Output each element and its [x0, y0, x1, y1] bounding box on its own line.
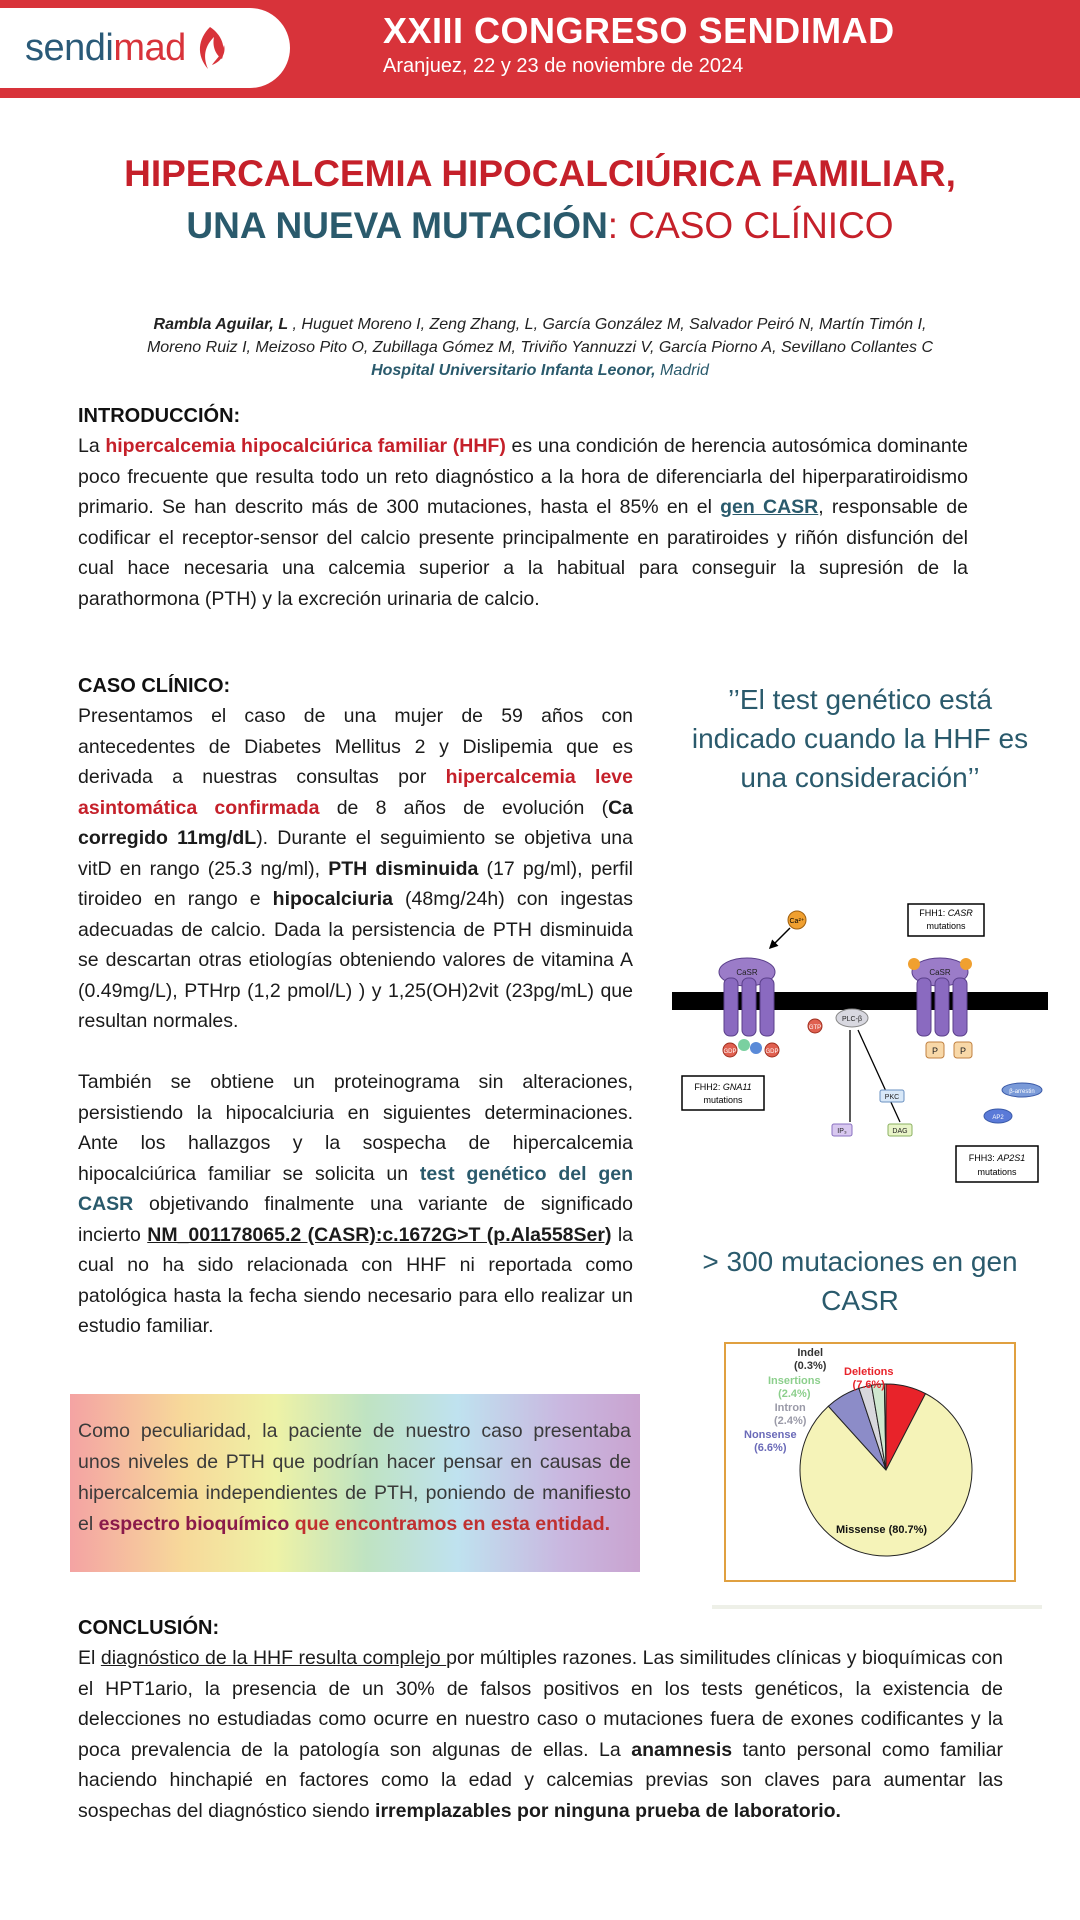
pie-label-missense: Missense (80.7%)	[836, 1524, 928, 1536]
case-text-2: También se obtiene un proteinograma sin alteraciones, persistiendo la hipocalciuria en siguientes determinaciones. Ante los hallazgos y la sospecha de hipercalcemia hipocalciúrica familiar se solicita un test genético del gen CASR objetivando finalmente una variante de significado incierto NM_001178065.2 (CASR):c.1672G>T (p.Ala558Ser) la cual no ha sido relacionada con HHF ni reportada como patológica hasta la fecha siendo necesario para ello realizar un estudio familiar.	[78, 1071, 634, 1337]
congress-title: XXIII CONGRESO SENDIMAD	[383, 10, 895, 51]
svg-text:Ca²⁺: Ca²⁺	[789, 918, 805, 925]
intro-heading: INTRODUCCIÓN:	[78, 405, 241, 427]
pie-label-intron: Intron (2.4%)	[774, 1402, 807, 1427]
svg-text:GDP: GDP	[765, 1049, 779, 1055]
svg-text:P: P	[931, 1046, 939, 1056]
flame-logo-icon	[192, 25, 228, 71]
callout-text: Como peculiaridad, la paciente de nuestro caso presentaba unos niveles de PTH que podrían hacer pensar en causas de hipercalcemia independientes de PTH, poniendo de manifiesto el espectro bioquímico que encontramos en esta entidad.	[78, 1420, 631, 1535]
svg-text:DAG: DAG	[892, 1128, 908, 1135]
casr-label: CaSR	[736, 968, 758, 977]
mutations-title: > 300 mutaciones en gen CASR	[702, 1246, 1018, 1316]
svg-text:FHH3: AP2S1: FHH3: AP2S1	[968, 1153, 1026, 1163]
congress-date: Aranjuez, 22 y 23 de noviembre de 2024	[383, 55, 744, 77]
sendimad-logo	[0, 8, 290, 88]
authors-block: Rambla Aguilar, L , Huguet Moreno I, Zeng Zhang, L, García González M, Salvador Peiró N, Martín Timón I, Moreno Ruiz I, Meizoso Pito O, Zubillaga Gómez M, Triviño Yannuzzi V, García Piorno A, Sevillano Collantes C Hospital Universitario Infanta Leonor, Madrid	[146, 316, 934, 379]
svg-text:P: P	[959, 1046, 967, 1056]
congress-header	[0, 0, 1080, 98]
pie-label-deletions: Deletions (7.6%)	[844, 1366, 894, 1391]
first-author: Rambla Aguilar, L	[153, 316, 289, 333]
svg-text:mutations: mutations	[703, 1095, 743, 1105]
svg-text:CaSR: CaSR	[929, 968, 951, 977]
poster-title: HIPERCALCEMIA HIPOCALCIÚRICA FAMILIAR, UNA NUEVA MUTACIÓN: CASO CLÍNICO	[124, 153, 956, 246]
conclusion-heading: CONCLUSIÓN:	[78, 1617, 220, 1639]
casr-receptor-right	[908, 958, 972, 1036]
svg-text:GTP: GTP	[808, 1025, 822, 1031]
svg-text:PLC-β: PLC-β	[842, 1016, 862, 1023]
svg-text:mutations: mutations	[926, 921, 966, 931]
conclusion-text: El diagnóstico de la HHF resulta complejo por múltiples razones. Las similitudes clínicas y bioquímicas con el HPT1ario, la presencia de un 30% de falsos positivos en los tests genéticos, la existencia de delecciones no estudiadas como ocurre en nuestro caso o mutaciones fuera de exones codificantes y la poca prevalencia de la patología son algunas de ellas. La anamnesis tanto personal como familiar haciendo hinchapié en factores como la edad y calcemias previas son claves para aumentar las sospechas del diagnóstico siendo irremplazables por ninguna prueba de laboratorio.	[78, 1647, 1003, 1822]
mutation-pie-chart	[724, 1342, 1016, 1582]
pie-label-insertions: Insertions (2.4%)	[768, 1375, 821, 1400]
svg-text:mutations: mutations	[977, 1167, 1017, 1177]
case-text-1: Presentamos el caso de una mujer de 59 años con antecedentes de Diabetes Mellitus 2 y Dislipemia que es derivada a nuestras consultas por hipercalcemia leve asintomática confirmada de 8 años de evolución (Ca corregido 11mg/dL). Durante el seguimiento se objetiva una vitD en rango (25.3 ng/ml), PTH disminuida (17 pg/ml), perfil tiroideo en rango e hipocalciuria (48mg/24h) con ingestas adecuadas de calcio. Dada la persistencia de PTH disminuida se descartan otras etiologías obteniendo valores de vitamina A (0.49mg/L), PTHrp (1,2 pmol/L) ) y 1,25(OH)2vit (23pg/mL) que resultan normales.	[78, 705, 633, 1032]
casr-receptor-left	[719, 958, 775, 1036]
svg-text:FHH1: CASR: FHH1: CASR	[919, 908, 973, 918]
pie-label-indel: Indel (0.3%)	[794, 1347, 827, 1372]
pie-label-nonsense: Nonsense (6.6%)	[744, 1429, 797, 1454]
logo-wordmark: sendimad	[25, 26, 186, 69]
intro-text: La hipercalcemia hipocalciúrica familiar (HHF) es una condición de herencia autosómica dominante poco frecuente que resulta todo un reto diagnóstico a la hora de diferenciarla del hiperparatiroidismo primario. Se han descrito más de 300 mutaciones, hasta el 85% en el gen CASR, responsable de codificar el receptor-sensor del calcio presente principalmente en paratiroides y riñón disfunción del cual hace necesaria una calcemia superior a la habitual para conseguir la supresión de la parathormona (PTH) y la excreción urinaria de calcio.	[78, 435, 969, 610]
svg-text:β-arrestin: β-arrestin	[1009, 1089, 1035, 1095]
svg-text:AP2: AP2	[992, 1115, 1004, 1121]
genetic-test-quote: ’’El test genético está indicado cuando la HHF es una consideración’’	[691, 684, 1029, 793]
casr-signaling-diagram	[672, 900, 1048, 1192]
svg-text:IP₃: IP₃	[837, 1128, 847, 1135]
affiliation: Hospital Universitario Infanta Leonor, Madrid	[371, 362, 709, 379]
case-heading: CASO CLÍNICO:	[78, 675, 231, 697]
rainbow-callout	[70, 1394, 640, 1572]
divider	[712, 1605, 1042, 1609]
svg-text:FHH2: GNA11: FHH2: GNA11	[694, 1082, 752, 1092]
svg-text:PKC: PKC	[884, 1094, 900, 1101]
svg-text:GDP: GDP	[723, 1049, 737, 1055]
